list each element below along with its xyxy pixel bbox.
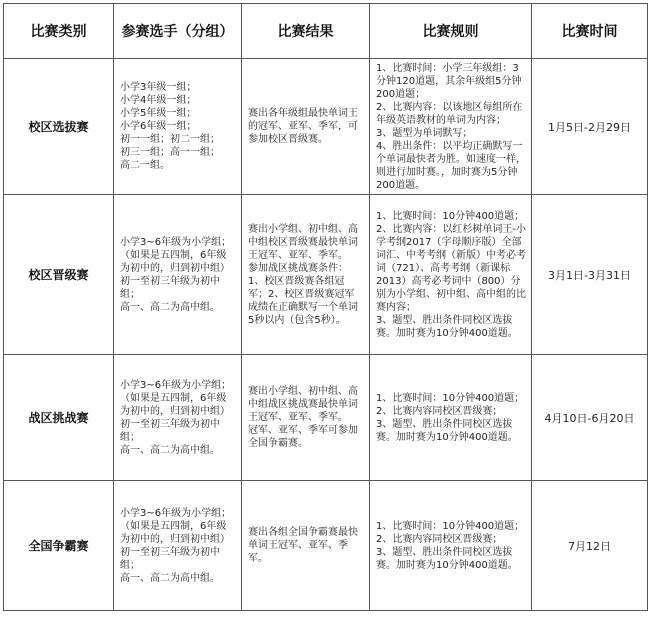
time-cell: 7月12日 (532, 481, 648, 611)
rules-text: 1、比赛时间：10分钟400道题； 2、比赛内容同校区晋级赛； 3、题型、胜出条件同校区选拔赛。加时赛为10分钟400道题。 (376, 520, 525, 571)
table-row (4, 355, 648, 481)
rules-text: 1、比赛时间：10分钟400道题； 2、比赛内容同校区晋级赛； 3、题型、胜出条件同校区选拔赛。加时赛为10分钟400道题。 (376, 392, 525, 443)
table-row (4, 195, 648, 355)
header-rules: 比赛规则 (370, 4, 532, 59)
result-cell (242, 481, 370, 611)
header-category: 比赛类别 (4, 4, 114, 59)
result-cell (242, 59, 370, 195)
competition-table (3, 3, 648, 611)
result-text: 赛出各年级组最快单词王的冠军、亚军、季军，可参加校区晋级赛。 (248, 108, 358, 145)
players-text: 小学3~6年级为小学组；（如果是五四制，6年级为初中的，归到初中组）初一至初三年级为初中组； 高一、高二为高中组。 (120, 507, 232, 584)
rules-cell (370, 355, 532, 481)
rules-cell (370, 59, 532, 195)
time-cell: 1月5日-2月29日 (532, 59, 648, 195)
header-result: 比赛结果 (242, 4, 370, 59)
rules-text: 1、比赛时间：小学三年级组：3分钟120道题，其余年级组5分钟200道题； 2、比赛内容：以该地区每组所在年级英语教材的单词为内容； 3、题型为单词默写； 4、胜出条件：以平均正确默写一个单词最快者为胜。如速度一样，则进行加时赛。，加时赛为5分钟200道题。 (376, 62, 526, 191)
category-cell: 全国争霸赛 (4, 481, 114, 611)
category-cell: 战区挑战赛 (4, 355, 114, 481)
category-cell: 校区晋级赛 (4, 195, 114, 355)
result-text: 赛出各组全国争霸赛最快单词王冠军、亚军、季军。 (248, 527, 358, 564)
header-time: 比赛时间 (532, 4, 648, 59)
players-cell (114, 195, 242, 355)
time-cell: 3月1日-3月31日 (532, 195, 648, 355)
rules-cell (370, 195, 532, 355)
rules-cell (370, 481, 532, 611)
players-cell (114, 59, 242, 195)
result-text: 赛出小学组、初中组、高中组校区晋级赛最快单词王冠军、亚军、季军。 参加战区挑战赛条件：1、校区晋级赛各组冠军；2、校区晋级赛冠军成绩在正确默写一个单词5秒以内（包含5秒）。 (248, 223, 358, 326)
players-cell (114, 355, 242, 481)
result-text: 赛出小学组、初中组、高中组战区挑战赛最快单词王冠军、亚军、季军。 冠军、亚军、季军可参加全国争霸赛。 (248, 386, 358, 449)
time-cell: 4月10日-6月20日 (532, 355, 648, 481)
players-cell (114, 481, 242, 611)
header-players: 参赛选手（分组） (114, 4, 242, 59)
rules-text: 1、比赛时间：10分钟400道题； 2、比赛内容：以红杉树单词王-小学考纲2017（字母顺序版）全部词汇、中考考纲（新版）中考必考词（721）、高考考纲（新课标2013）高考必考词中（800）分别为小学组、初中组、高中组的比赛内容； 3、题型、胜出条件同校区选拔赛。加时赛为10分钟400道题。 (376, 210, 526, 339)
result-cell (242, 195, 370, 355)
result-cell (242, 355, 370, 481)
table-row (4, 481, 648, 611)
table-header-row (4, 4, 648, 59)
players-text: 小学3~6年级为小学组；（如果是五四制，6年级为初中的，归到初中组）初一至初三年级为初中组； 高一、高二为高中组。 (120, 236, 232, 313)
table-row (4, 59, 648, 195)
category-cell: 校区选拔赛 (4, 59, 114, 195)
players-text: 小学3年级一组； 小学4年级一组； 小学5年级一组； 小学6年级一组； 初一一组；初二一组； 初三一组；高一一组； 高二一组。 (120, 82, 220, 171)
players-text: 小学3~6年级为小学组；（如果是五四制，6年级为初中的，归到初中组）初一至初三年级为初中组； 高一、高二为高中组。 (120, 379, 232, 456)
